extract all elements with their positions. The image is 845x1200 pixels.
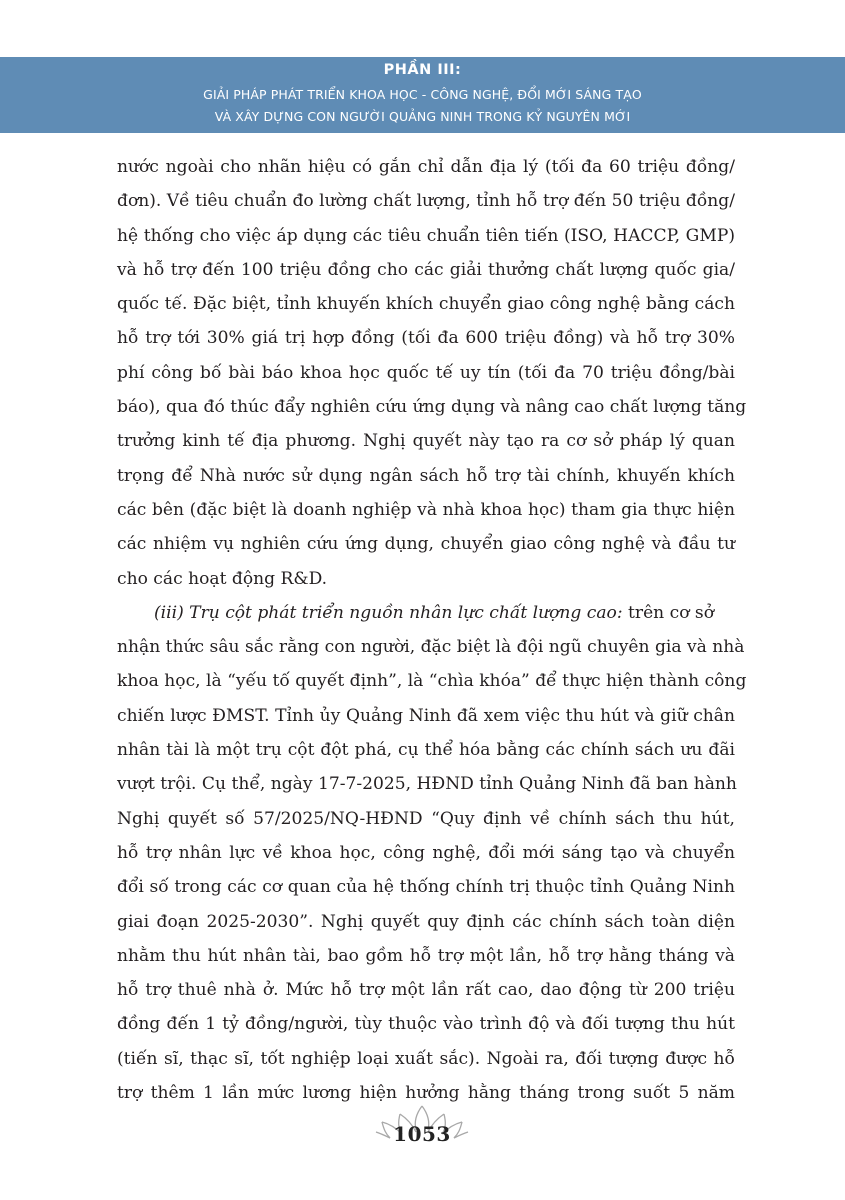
header-subtitle-line-2: VÀ XÂY DỰNG CON NGƯỜI QUẢNG NINH TRONG KỶ NGUYÊN MỚI [214, 109, 631, 124]
header-subtitle-line-1: GIẢI PHÁP PHÁT TRIỂN KHOA HỌC - CÔNG NGHỆ, ĐỔI MỚI SÁNG TẠO [203, 87, 642, 102]
text-line: nhận thức sâu sắc rằng con người, đặc biệt là đội ngũ chuyên gia và nhà [117, 637, 745, 658]
text-line: và hỗ trợ đến 100 triệu đồng cho các giải thưởng chất lượng quốc gia/ [117, 259, 735, 280]
text-line: cho các hoạt động R&D. [117, 568, 328, 589]
text-line: chiến lược ĐMST. Tỉnh ủy Quảng Ninh đã xem việc thu hút và giữ chân [117, 705, 735, 726]
text-line: hỗ trợ nhân lực về khoa học, công nghệ, đổi mới sáng tạo và chuyển [117, 842, 735, 863]
body-text [117, 150, 747, 1110]
text-line: nhằm thu hút nhân tài, bao gồm hỗ trợ một lần, hỗ trợ hằng tháng và [117, 945, 735, 966]
text-line: trưởng kinh tế địa phương. Nghị quyết này tạo ra cơ sở pháp lý quan [117, 431, 735, 452]
text-fragment: trên cơ sở [622, 602, 714, 623]
text-line: nước ngoài cho nhãn hiệu có gắn chỉ dẫn địa lý (tối đa 60 triệu đồng/ [117, 157, 735, 177]
text-line: hỗ trợ tới 30% giá trị hợp đồng (tối đa 600 triệu đồng) và hỗ trợ 30% [117, 328, 735, 349]
text-line: đơn). Về tiêu chuẩn đo lường chất lượng, tỉnh hỗ trợ đến 50 triệu đồng/ [117, 191, 735, 212]
text-line: nhân tài là một trụ cột đột phá, cụ thể hóa bằng các chính sách ưu đãi [117, 740, 735, 761]
text-line: phí công bố bài báo khoa học quốc tế uy tín (tối đa 70 triệu đồng/bài [117, 362, 735, 383]
part-title: PHẦN III: [383, 62, 462, 78]
page-footer [372, 1104, 472, 1156]
text-line: các bên (đặc biệt là doanh nghiệp và nhà khoa học) tham gia thực hiện [117, 499, 735, 520]
chapter-header [0, 57, 845, 133]
paragraph-2 [117, 596, 747, 1110]
text-line: đổi số trong các cơ quan của hệ thống chính trị thuộc tỉnh Quảng Ninh [117, 877, 735, 898]
text-line: các nhiệm vụ nghiên cứu ứng dụng, chuyển giao công nghệ và đầu tư [117, 534, 735, 555]
text-line: hệ thống cho việc áp dụng các tiêu chuẩn tiên tiến (ISO, HACCP, GMP) [117, 225, 735, 246]
pillar-heading: (iii) Trụ cột phát triển nguồn nhân lực chất lượng cao: [154, 602, 623, 623]
text-line: vượt trội. Cụ thể, ngày 17-7-2025, HĐND tỉnh Quảng Ninh đã ban hành [117, 774, 737, 795]
page-number: 1053 [393, 1122, 451, 1146]
text-line: trợ thêm 1 lần mức lương hiện hưởng hằng tháng trong suốt 5 năm [117, 1083, 735, 1104]
text-line: Nghị quyết số 57/2025/NQ-HĐND “Quy định về chính sách thu hút, [117, 808, 735, 829]
text-line: báo), qua đó thúc đẩy nghiên cứu ứng dụng và nâng cao chất lượng tăng [117, 397, 747, 418]
text-line: đồng đến 1 tỷ đồng/người, tùy thuộc vào trình độ và đối tượng thu hút [117, 1014, 735, 1035]
paragraph-1 [117, 150, 747, 596]
text-line: khoa học, là “yếu tố quyết định”, là “chìa khóa” để thực hiện thành công [117, 671, 747, 692]
text-line: quốc tế. Đặc biệt, tỉnh khuyến khích chuyển giao công nghệ bằng cách [117, 294, 735, 315]
text-line: giai đoạn 2025-2030”. Nghị quyết quy định các chính sách toàn diện [117, 911, 735, 932]
text-line: (tiến sĩ, thạc sĩ, tốt nghiệp loại xuất sắc). Ngoài ra, đối tượng được hỗ [117, 1048, 735, 1069]
text-line: trọng để Nhà nước sử dụng ngân sách hỗ trợ tài chính, khuyến khích [117, 465, 735, 486]
text-line-first [117, 596, 735, 630]
text-line: hỗ trợ thuê nhà ở. Mức hỗ trợ một lần rất cao, dao động từ 200 triệu [117, 980, 735, 1001]
